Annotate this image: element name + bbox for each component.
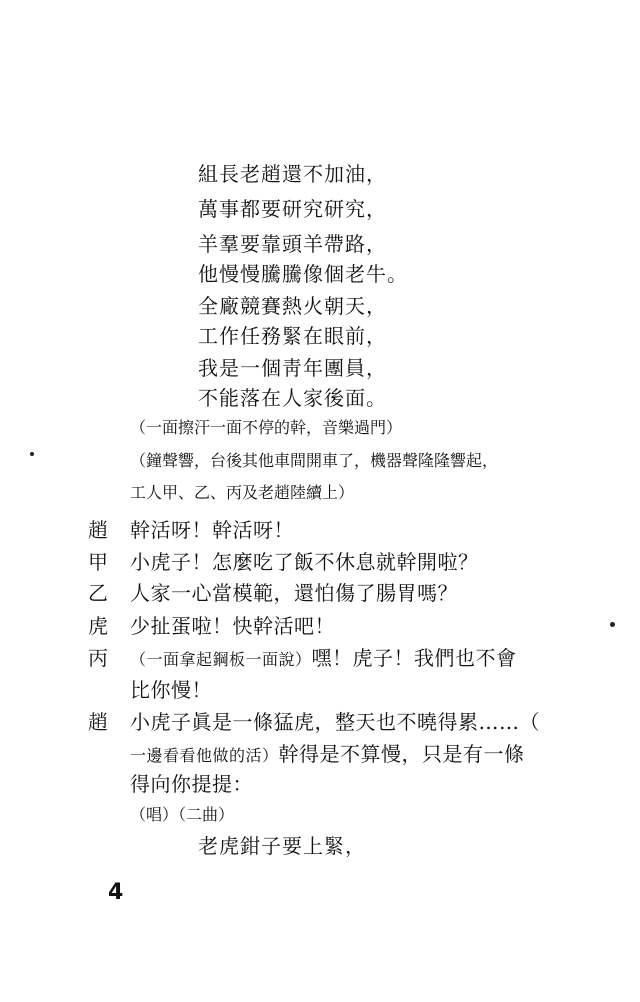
dialogue-line: 幹活呀！幹活呀！: [130, 518, 294, 542]
speaker-label: 乙: [88, 581, 108, 605]
verse-line: 他慢慢騰騰像個老牛。: [198, 262, 408, 286]
dialogue-text: 幹得是不算慢，只是有一條: [278, 742, 525, 766]
verse-line: 我是一個靑年團員，: [198, 356, 387, 380]
verse-line: 萬事都要研究研究，: [198, 197, 387, 221]
verse-line: 組長老趙還不加油，: [198, 162, 387, 186]
scan-speck: [30, 452, 34, 456]
verse-line: 全廠競賽熱火朝天，: [198, 294, 387, 318]
stage-direction: 工人甲、乙、丙及老趙陸續上）: [130, 483, 355, 502]
scan-speck: [610, 622, 615, 627]
verse-line: 不能落在人家後面。: [198, 386, 387, 410]
dialogue-line: 小虎子眞是一條猛虎，整天也不曉得累……（: [130, 710, 540, 734]
dialogue-line: 小虎子！怎麼吃了飯不休息就幹開啦？: [130, 550, 479, 574]
page-number: 4: [108, 880, 124, 905]
dialogue-line: 少扯蛋啦！快幹活吧！: [130, 614, 335, 638]
dialogue-line: 人家一心當模範，還怕傷了腸胃嗎？: [130, 581, 458, 605]
speaker-label: 丙: [88, 646, 108, 670]
dialogue-line: [130, 642, 517, 671]
verse-line: 老虎鉗子要上緊，: [198, 834, 366, 858]
dialogue-line-continued: [130, 738, 525, 767]
verse-line: 工作任務緊在眼前，: [198, 324, 387, 348]
dialogue-text: 嘿！虎子！我們也不會: [311, 646, 517, 670]
dialogue-line-continued: 比你慢！: [130, 678, 212, 702]
stage-direction: （鐘聲響，台後其他車間開車了，機器聲隆隆響起，: [130, 451, 499, 470]
speaker-label: 甲: [88, 550, 108, 574]
inline-stage-direction: 一邊看看他做的活）: [130, 746, 279, 765]
dialogue-line-continued: 得向你提提：: [130, 772, 253, 796]
speaker-label: 虎: [88, 614, 108, 638]
inline-stage-direction: （一面拿起鋼板一面說）: [130, 650, 312, 669]
speaker-label: 趙: [88, 518, 108, 542]
verse-line: 羊羣要靠頭羊帶路，: [198, 232, 387, 256]
sing-direction: （唱）（二曲）: [130, 805, 235, 824]
stage-direction: （一面擦汗一面不停的幹，音樂過門）: [130, 418, 403, 437]
speaker-label: 趙: [88, 710, 108, 734]
